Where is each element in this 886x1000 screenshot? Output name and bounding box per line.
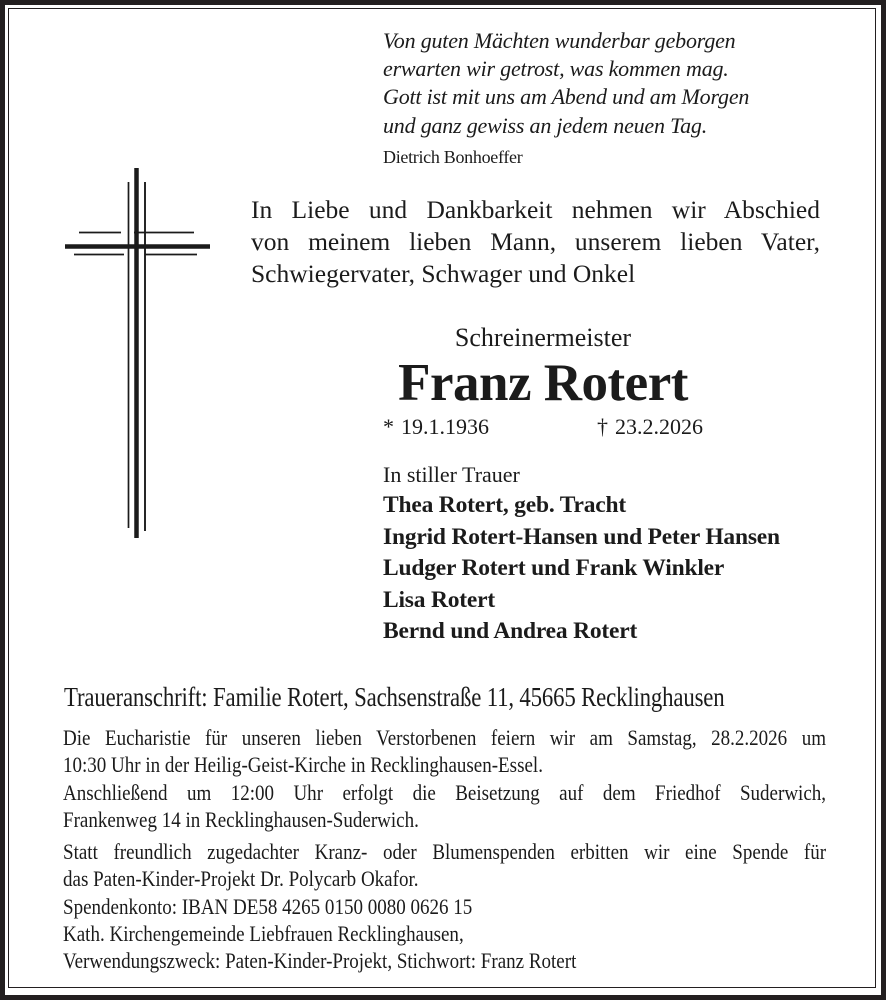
announcement-line: von meinem lieben Mann, unserem lieben Vater, [251, 227, 820, 257]
mourner-name: Ludger Rotert und Frank Winkler [383, 555, 725, 582]
donation-paragraph [63, 838, 826, 974]
announcement-line: Schwiegervater, Schwager und Onkel [251, 259, 636, 289]
service-paragraph [63, 724, 826, 833]
deceased-name: Franz Rotert [398, 354, 688, 412]
mourner-name: Thea Rotert, geb. Tracht [383, 492, 626, 518]
deceased-block [383, 323, 703, 412]
service-line: 10:30 Uhr in der Heilig-Geist-Kirche in Recklinghausen-Essel. [63, 752, 543, 778]
birth-star-symbol: * [383, 414, 394, 439]
mourners-block [383, 461, 780, 648]
quote-attribution: Dietrich Bonhoeffer [383, 146, 523, 167]
mourner-name: Ingrid Rotert-Hansen und Peter Hansen [383, 523, 780, 550]
service-line: Anschließend um 12:00 Uhr erfolgt die Beisetzung auf dem Friedhof Suderwich, [63, 779, 827, 805]
quote-line: Gott ist mit uns am Abend und am Morgen [383, 84, 750, 110]
death-dagger-symbol: † [597, 414, 608, 439]
mourner-names-list [383, 490, 780, 648]
death-date-value: 23.2.2026 [615, 414, 703, 439]
life-dates [383, 413, 703, 441]
donation-line: das Paten-Kinder-Projekt Dr. Polycarb Okafor. [63, 866, 419, 892]
service-line: Frankenweg 14 in Recklinghausen-Suderwich. [63, 806, 419, 832]
service-line: Die Eucharistie für unseren lieben Verstorbenen feiern wir am Samstag, 28.2.2026 um [63, 725, 827, 750]
donation-line: Statt freundlich zugedachter Kranz- oder Blumenspenden erbitten wir eine Spende für [63, 839, 827, 864]
mourning-address: Traueranschrift: Familie Rotert, Sachsenstraße 11, 45665 Recklinghausen [64, 682, 725, 712]
quote-line: erwarten wir getrost, was kommen mag. [383, 56, 729, 82]
birth-date [383, 413, 489, 441]
mourners-intro: In stiller Trauer [383, 462, 520, 487]
death-date [597, 413, 703, 441]
donation-line: Spendenkonto: IBAN DE58 4265 0150 0080 0626 15 [63, 893, 473, 919]
donation-line: Verwendungszweck: Paten-Kinder-Projekt, Stichwort: Franz Rotert [63, 948, 577, 974]
opening-quote [383, 27, 749, 169]
mourner-name: Bernd und Andrea Rotert [383, 618, 638, 645]
deceased-role: Schreinermeister [454, 323, 632, 352]
birth-date-value: 19.1.1936 [401, 414, 489, 439]
cross-icon [55, 160, 220, 550]
announcement-paragraph [251, 194, 820, 291]
donation-line: Kath. Kirchengemeinde Liebfrauen Recklinghausen, [63, 920, 464, 946]
quote-line: und ganz gewiss an jedem neuen Tag. [383, 112, 708, 138]
announcement-line: In Liebe und Dankbarkeit nehmen wir Abschied [251, 195, 820, 224]
quote-line: Von guten Mächten wunderbar geborgen [383, 28, 736, 53]
mourner-name: Lisa Rotert [383, 586, 496, 613]
